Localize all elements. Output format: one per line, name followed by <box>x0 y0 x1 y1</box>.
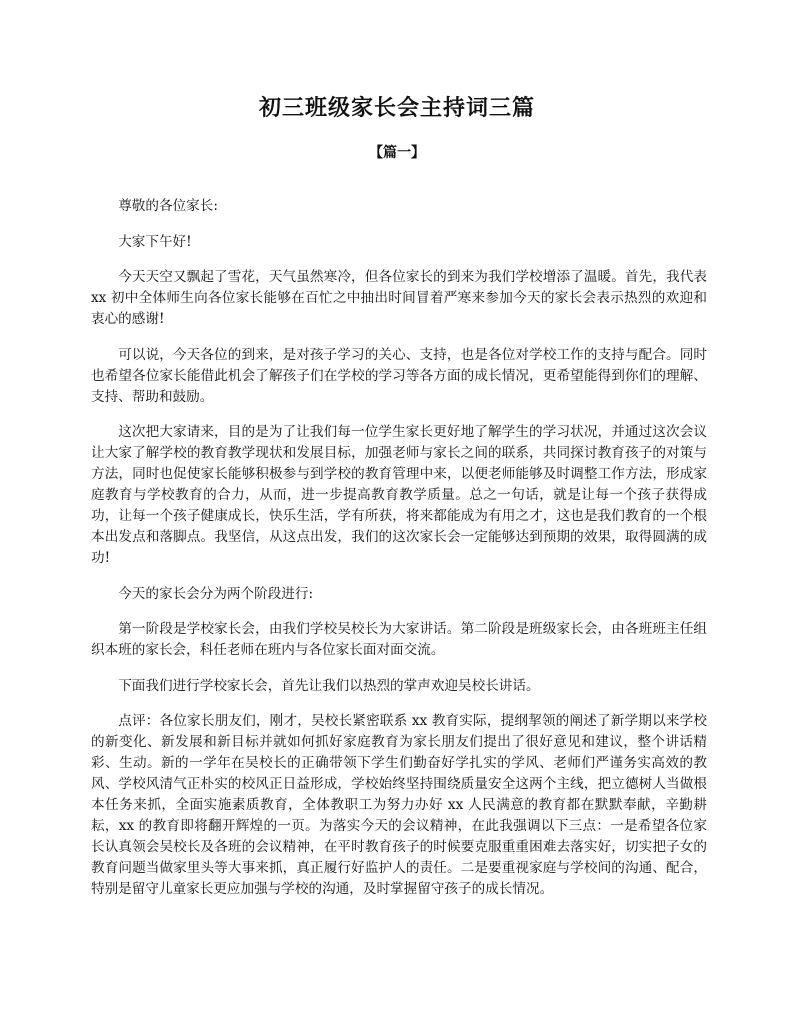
body-paragraph: 今天天空又飘起了雪花，天气虽然寒冷，但各位家长的到来为我们学校增添了温暖。首先，我代表 xx 初中全体师生向各位家长能够在百忙之中抽出时间冒着严寒来参加今天的家长会表示热烈的欢迎和衷心的感谢! <box>91 269 707 327</box>
greeting: 大家下午好! <box>118 233 192 250</box>
document-title: 初三班级家长会主持词三篇 <box>258 95 535 121</box>
salutation: 尊敬的各位家长: <box>118 198 218 214</box>
body-paragraph: 这次把大家请来，目的是为了让我们每一位学生家长更好地了解学生的学习状况，并通过这次会议让大家了解学校的教育教学现状和发展目标，加强老师与家长之间的联系，共同探讨教育孩子的对策与方法，同时也促使家长能够积极参与到学校的教育管理中来，以便老师能够及时调整工作方法，形成家庭教育与学校教育的合力，从而，进一步提高教育教学质量。总之一句话，就是让每一个孩子获得成功，让每一个孩子健康成长，快乐生活，学有所获，将来都能成为有用之才，这也是我们教育的一个根本出发点和落脚点。我坚信，从这点出发，我们的这次家长会一定能够达到预期的效果，取得圆满的成功! <box>91 424 707 566</box>
body-paragraph: 今天的家长会分为两个阶段进行: <box>118 585 314 602</box>
body-paragraph: 第一阶段是学校家长会，由我们学校吴校长为大家讲话。第二阶段是班级家长会，由各班班主任组织本班的家长会，科任老师在班内与各位家长面对面交流。 <box>91 621 707 658</box>
document-body <box>91 196 707 915</box>
body-paragraph: 点评：各位家长朋友们，刚才，吴校长紧密联系 xx 教育实际，提纲挈领的阐述了新学期以来学校的新变化、新发展和新目标并就如何抓好家庭教育为家长朋友们提出了很好意见和建议，整个讲话精彩、生动。新的一学年在吴校长的正确带领下学生们勤奋好学扎实的学风、老师们严谨务实高效的教风、学校风清气正朴实的校风正日益形成，学校始终坚持围绕质量安全这两个主线，把立德树人当做根本任务来抓，全面实施素质教育，全体教职工为努力办好 xx 人民满意的教育都在默默奉献，辛勤耕耘，xx 的教育即将翻开辉煌的一页。为落实今天的会议精神，在此我强调以下三点：一是希望各位家长认真领会吴校长及各班的会议精神，在平时教育孩子的时候要克服重重困难去落实好，切实把子女的教育问题当做家里头等大事来抓，真正履行好监护人的责任。二是要重视家庭与学校间的沟通、配合，特别是留守儿童家长更应加强与学校的沟通，及时掌握留守孩子的成长情况。 <box>91 713 707 897</box>
body-paragraph: 下面我们进行学校家长会，首先让我们以热烈的掌声欢迎吴校长讲话。 <box>118 677 540 694</box>
body-paragraph: 可以说，今天各位的到来，是对孩子学习的关心、支持，也是各位对学校工作的支持与配合。同时也希望各位家长能借此机会了解孩子们在学校的学习等各方面的成长情况，更希望能得到你们的理解、支持、帮助和鼓励。 <box>91 346 707 405</box>
section-heading: 【篇一】 <box>369 145 425 161</box>
